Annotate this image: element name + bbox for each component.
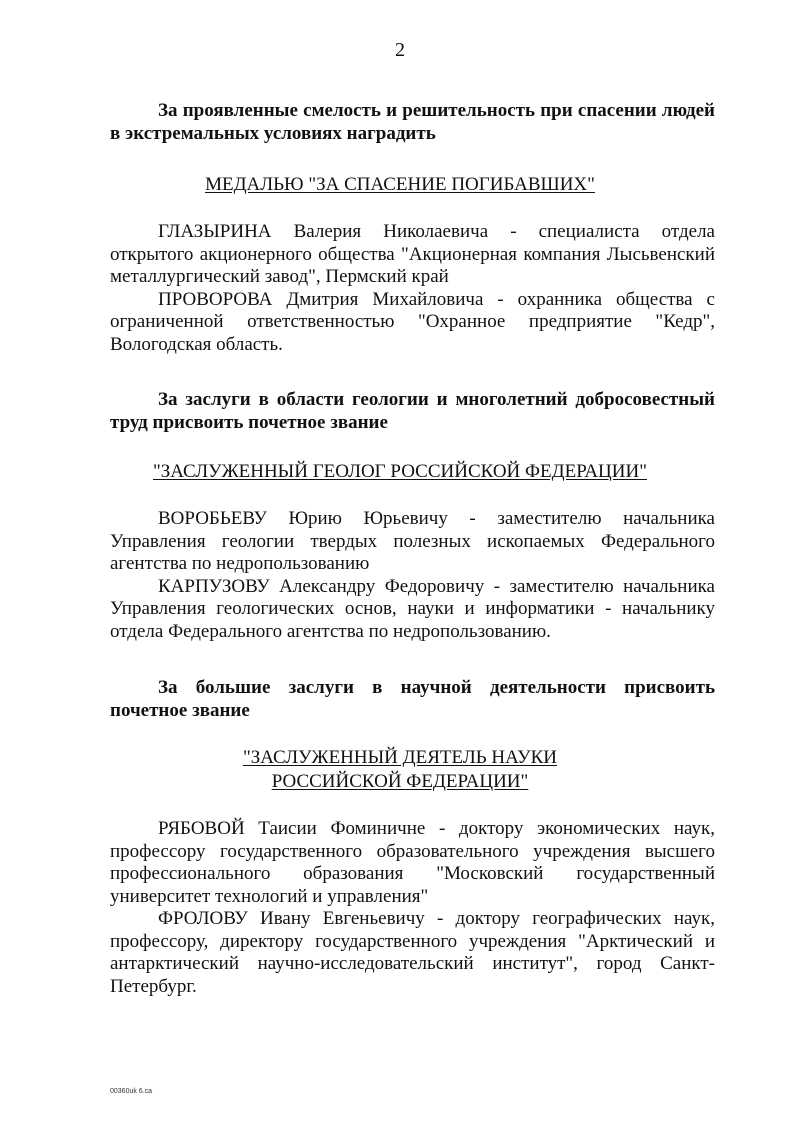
page-number: 2 <box>395 39 405 61</box>
award-title-line: РОССИЙСКОЙ ФЕДЕРАЦИИ" <box>271 771 529 792</box>
section-3-persons <box>110 818 715 998</box>
section-3-intro <box>110 677 715 722</box>
award-title-line: МЕДАЛЬЮ "ЗА СПАСЕНИЕ ПОГИБАВШИХ" <box>205 174 595 195</box>
section-1-persons <box>110 221 715 356</box>
person-entry: ВОРОБЬЕВУ Юрию Юрьевичу - заместителю начальника Управления геологии твердых полезных ископаемых Федерального агентства по недропользованию <box>110 508 715 574</box>
person-entry: ФРОЛОВУ Ивану Евгеньевичу - доктору географических наук, профессору, директору государственного учреждения "Арктический и антарктический научно-исследовательский институт", город Санкт-Петербург. <box>110 908 715 997</box>
footer-document-code: 00360uk 6.ca <box>110 1088 153 1095</box>
section-2-persons <box>110 508 715 643</box>
person-entry: КАРПУЗОВУ Александру Федоровичу - заместителю начальника Управления геологических основ, науки и информатики - начальнику отдела Федерального агентства по недропользованию. <box>110 575 715 642</box>
person-entry: ПРОВОРОВА Дмитрия Михайловича - охранника общества с ограниченной ответственностью "Охранное предприятие "Кедр", Вологодская область. <box>110 288 715 355</box>
section-1-intro <box>110 100 715 145</box>
section-1-award-title <box>0 173 800 197</box>
section-2-intro <box>110 389 715 434</box>
section-3-award-title <box>0 746 800 794</box>
award-title-line: "ЗАСЛУЖЕННЫЙ ДЕЯТЕЛЬ НАУКИ <box>242 747 558 768</box>
person-entry: ГЛАЗЫРИНА Валерия Николаевича - специалиста отдела открытого акционерного общества "Акционерная компания Лысьвенский металлургический завод", Пермский край <box>110 221 715 287</box>
intro-text: За проявленные смелость и решительность при спасении людей в экстремальных условиях наградить <box>110 100 715 144</box>
award-title-line: "ЗАСЛУЖЕННЫЙ ГЕОЛОГ РОССИЙСКОЙ ФЕДЕРАЦИИ" <box>153 461 647 482</box>
section-2-award-title <box>0 460 800 484</box>
intro-text: За большие заслуги в научной деятельности присвоить почетное звание <box>110 677 715 721</box>
intro-text: За заслуги в области геологии и многолетний добросовестный труд присвоить почетное звание <box>110 389 715 433</box>
person-entry: РЯБОВОЙ Таисии Фоминичне - доктору экономических наук, профессору государственного образовательного учреждения высшего профессионального образования "Московский государственный университет технологий и управления" <box>110 818 715 907</box>
